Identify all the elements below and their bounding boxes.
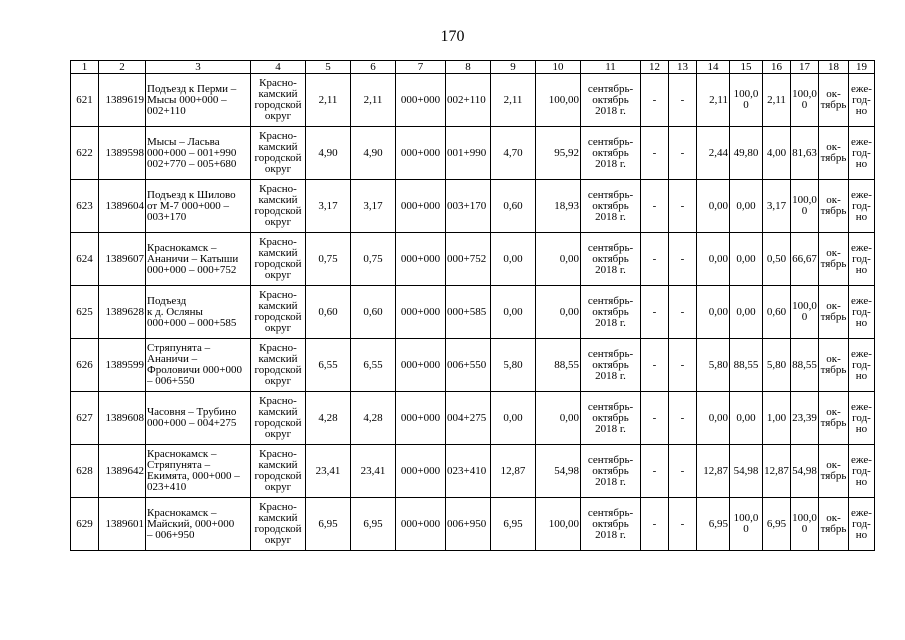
percent-plan: 54,98 <box>791 445 819 498</box>
length-total: 6,55 <box>306 339 351 392</box>
table-row <box>71 233 875 286</box>
length-repair: 2,11 <box>491 74 536 127</box>
cell-dash: - <box>669 180 697 233</box>
frequency: еже- год- но <box>849 445 875 498</box>
length-repair: 6,95 <box>491 498 536 551</box>
length-done: 0,00 <box>697 180 730 233</box>
col-header: 10 <box>536 61 581 74</box>
percent-plan: 100,0 0 <box>791 286 819 339</box>
col-header: 13 <box>669 61 697 74</box>
length-done: 6,95 <box>697 498 730 551</box>
length-plan: 0,50 <box>763 233 791 286</box>
percent-repair: 18,93 <box>536 180 581 233</box>
km-start: 000+000 <box>396 286 446 339</box>
km-end: 000+752 <box>446 233 491 286</box>
km-end: 006+550 <box>446 339 491 392</box>
col-header: 19 <box>849 61 875 74</box>
length-total: 6,95 <box>306 498 351 551</box>
cell-dash: - <box>669 445 697 498</box>
length-plan: 12,87 <box>763 445 791 498</box>
length-checked: 0,60 <box>351 286 396 339</box>
length-repair: 0,00 <box>491 286 536 339</box>
length-checked: 4,28 <box>351 392 396 445</box>
road-name: Стряпунята – Ананичи – Фроловичи 000+000 – 006+550 <box>146 339 251 392</box>
percent-repair: 100,00 <box>536 74 581 127</box>
row-number: 626 <box>71 339 99 392</box>
km-end: 003+170 <box>446 180 491 233</box>
col-header: 3 <box>146 61 251 74</box>
length-checked: 4,90 <box>351 127 396 180</box>
km-end: 000+585 <box>446 286 491 339</box>
km-start: 000+000 <box>396 233 446 286</box>
col-header: 7 <box>396 61 446 74</box>
month: ок- тябрь <box>819 180 849 233</box>
km-start: 000+000 <box>396 74 446 127</box>
table-row <box>71 392 875 445</box>
length-done: 12,87 <box>697 445 730 498</box>
col-header: 9 <box>491 61 536 74</box>
district: Красно- камский городской округ <box>251 127 306 180</box>
cell-dash: - <box>641 180 669 233</box>
road-name: Подъезд к Шилово от М-7 000+000 – 003+170 <box>146 180 251 233</box>
km-start: 000+000 <box>396 392 446 445</box>
percent-repair: 0,00 <box>536 286 581 339</box>
month: ок- тябрь <box>819 392 849 445</box>
percent-plan: 23,39 <box>791 392 819 445</box>
cell-dash: - <box>641 286 669 339</box>
cell-dash: - <box>669 339 697 392</box>
road-table <box>70 60 875 551</box>
cell-dash: - <box>641 498 669 551</box>
period: сентябрь- октябрь 2018 г. <box>581 180 641 233</box>
table-row <box>71 498 875 551</box>
road-name: Подъезд к д. Осляны 000+000 – 000+585 <box>146 286 251 339</box>
table-row <box>71 180 875 233</box>
table-row <box>71 286 875 339</box>
percent-plan: 100,0 0 <box>791 74 819 127</box>
road-id: 1389619 <box>99 74 146 127</box>
district: Красно- камский городской округ <box>251 392 306 445</box>
month: ок- тябрь <box>819 74 849 127</box>
col-header: 17 <box>791 61 819 74</box>
row-number: 622 <box>71 127 99 180</box>
col-header: 14 <box>697 61 730 74</box>
col-header: 5 <box>306 61 351 74</box>
road-id: 1389604 <box>99 180 146 233</box>
length-total: 3,17 <box>306 180 351 233</box>
length-repair: 0,00 <box>491 233 536 286</box>
district: Красно- камский городской округ <box>251 498 306 551</box>
length-plan: 4,00 <box>763 127 791 180</box>
row-number: 625 <box>71 286 99 339</box>
km-start: 000+000 <box>396 127 446 180</box>
road-id: 1389628 <box>99 286 146 339</box>
percent-plan: 81,63 <box>791 127 819 180</box>
month: ок- тябрь <box>819 445 849 498</box>
col-header: 16 <box>763 61 791 74</box>
period: сентябрь- октябрь 2018 г. <box>581 74 641 127</box>
percent-repair: 54,98 <box>536 445 581 498</box>
road-name: Часовня – Трубино 000+000 – 004+275 <box>146 392 251 445</box>
length-total: 4,28 <box>306 392 351 445</box>
length-checked: 0,75 <box>351 233 396 286</box>
length-plan: 2,11 <box>763 74 791 127</box>
length-done: 2,11 <box>697 74 730 127</box>
month: ок- тябрь <box>819 127 849 180</box>
length-done: 0,00 <box>697 233 730 286</box>
cell-dash: - <box>669 233 697 286</box>
road-name: Краснокамск – Майский, 000+000 – 006+950 <box>146 498 251 551</box>
percent-repair: 100,00 <box>536 498 581 551</box>
month: ок- тябрь <box>819 286 849 339</box>
row-number: 621 <box>71 74 99 127</box>
table-row <box>71 127 875 180</box>
frequency: еже- год- но <box>849 286 875 339</box>
column-number-row <box>71 61 875 74</box>
length-done: 2,44 <box>697 127 730 180</box>
length-checked: 2,11 <box>351 74 396 127</box>
length-checked: 3,17 <box>351 180 396 233</box>
cell-dash: - <box>641 392 669 445</box>
table-row <box>71 445 875 498</box>
length-repair: 4,70 <box>491 127 536 180</box>
col-header: 2 <box>99 61 146 74</box>
length-plan: 3,17 <box>763 180 791 233</box>
cell-dash: - <box>641 233 669 286</box>
col-header: 12 <box>641 61 669 74</box>
col-header: 6 <box>351 61 396 74</box>
length-plan: 1,00 <box>763 392 791 445</box>
frequency: еже- год- но <box>849 498 875 551</box>
length-repair: 12,87 <box>491 445 536 498</box>
percent-done: 88,55 <box>730 339 763 392</box>
percent-done: 54,98 <box>730 445 763 498</box>
col-header: 11 <box>581 61 641 74</box>
percent-plan: 100,0 0 <box>791 498 819 551</box>
cell-dash: - <box>669 286 697 339</box>
frequency: еже- год- но <box>849 127 875 180</box>
length-repair: 0,60 <box>491 180 536 233</box>
percent-done: 0,00 <box>730 180 763 233</box>
km-start: 000+000 <box>396 180 446 233</box>
cell-dash: - <box>641 74 669 127</box>
percent-plan: 100,0 0 <box>791 180 819 233</box>
road-name: Подъезд к Перми – Мысы 000+000 – 002+110 <box>146 74 251 127</box>
length-checked: 23,41 <box>351 445 396 498</box>
km-end: 006+950 <box>446 498 491 551</box>
percent-repair: 0,00 <box>536 233 581 286</box>
km-start: 000+000 <box>396 498 446 551</box>
length-total: 2,11 <box>306 74 351 127</box>
month: ок- тябрь <box>819 339 849 392</box>
frequency: еже- год- но <box>849 74 875 127</box>
frequency: еже- год- но <box>849 392 875 445</box>
cell-dash: - <box>669 127 697 180</box>
period: сентябрь- октябрь 2018 г. <box>581 286 641 339</box>
road-id: 1389608 <box>99 392 146 445</box>
col-header: 15 <box>730 61 763 74</box>
road-id: 1389642 <box>99 445 146 498</box>
length-plan: 0,60 <box>763 286 791 339</box>
km-end: 001+990 <box>446 127 491 180</box>
length-plan: 5,80 <box>763 339 791 392</box>
frequency: еже- год- но <box>849 233 875 286</box>
row-number: 624 <box>71 233 99 286</box>
cell-dash: - <box>669 392 697 445</box>
cell-dash: - <box>641 127 669 180</box>
period: сентябрь- октябрь 2018 г. <box>581 127 641 180</box>
percent-plan: 88,55 <box>791 339 819 392</box>
road-id: 1389598 <box>99 127 146 180</box>
km-end: 004+275 <box>446 392 491 445</box>
percent-repair: 0,00 <box>536 392 581 445</box>
length-total: 0,60 <box>306 286 351 339</box>
length-done: 0,00 <box>697 286 730 339</box>
period: сентябрь- октябрь 2018 г. <box>581 392 641 445</box>
length-checked: 6,55 <box>351 339 396 392</box>
road-name: Краснокамск – Стряпунята – Екимята, 000+000 – 023+410 <box>146 445 251 498</box>
percent-done: 100,00 <box>730 74 763 127</box>
km-end: 023+410 <box>446 445 491 498</box>
col-header: 8 <box>446 61 491 74</box>
cell-dash: - <box>669 74 697 127</box>
period: сентябрь- октябрь 2018 г. <box>581 233 641 286</box>
length-checked: 6,95 <box>351 498 396 551</box>
length-repair: 5,80 <box>491 339 536 392</box>
district: Красно- камский городской округ <box>251 339 306 392</box>
length-total: 23,41 <box>306 445 351 498</box>
percent-done: 49,80 <box>730 127 763 180</box>
district: Красно- камский городской округ <box>251 180 306 233</box>
road-id: 1389601 <box>99 498 146 551</box>
percent-repair: 95,92 <box>536 127 581 180</box>
row-number: 629 <box>71 498 99 551</box>
col-header: 4 <box>251 61 306 74</box>
period: сентябрь- октябрь 2018 г. <box>581 498 641 551</box>
frequency: еже- год- но <box>849 339 875 392</box>
road-id: 1389607 <box>99 233 146 286</box>
length-total: 0,75 <box>306 233 351 286</box>
percent-plan: 66,67 <box>791 233 819 286</box>
col-header: 1 <box>71 61 99 74</box>
table-row <box>71 339 875 392</box>
percent-done: 0,00 <box>730 392 763 445</box>
table-row <box>71 74 875 127</box>
length-done: 0,00 <box>697 392 730 445</box>
percent-done: 100,00 <box>730 498 763 551</box>
month: ок- тябрь <box>819 498 849 551</box>
month: ок- тябрь <box>819 233 849 286</box>
frequency: еже- год- но <box>849 180 875 233</box>
km-start: 000+000 <box>396 339 446 392</box>
km-end: 002+110 <box>446 74 491 127</box>
district: Красно- камский городской округ <box>251 74 306 127</box>
percent-repair: 88,55 <box>536 339 581 392</box>
col-header: 18 <box>819 61 849 74</box>
row-number: 623 <box>71 180 99 233</box>
period: сентябрь- октябрь 2018 г. <box>581 445 641 498</box>
road-name: Мысы – Ласьва 000+000 – 001+990 002+770 – 005+680 <box>146 127 251 180</box>
cell-dash: - <box>669 498 697 551</box>
percent-done: 0,00 <box>730 233 763 286</box>
district: Красно- камский городской округ <box>251 233 306 286</box>
district: Красно- камский городской округ <box>251 445 306 498</box>
length-done: 5,80 <box>697 339 730 392</box>
row-number: 628 <box>71 445 99 498</box>
period: сентябрь- октябрь 2018 г. <box>581 339 641 392</box>
road-id: 1389599 <box>99 339 146 392</box>
row-number: 627 <box>71 392 99 445</box>
road-name: Краснокамск – Ананичи – Катыши 000+000 – 000+752 <box>146 233 251 286</box>
length-plan: 6,95 <box>763 498 791 551</box>
length-repair: 0,00 <box>491 392 536 445</box>
km-start: 000+000 <box>396 445 446 498</box>
cell-dash: - <box>641 339 669 392</box>
length-total: 4,90 <box>306 127 351 180</box>
page-number: 170 <box>440 28 465 45</box>
percent-done: 0,00 <box>730 286 763 339</box>
cell-dash: - <box>641 445 669 498</box>
district: Красно- камский городской округ <box>251 286 306 339</box>
